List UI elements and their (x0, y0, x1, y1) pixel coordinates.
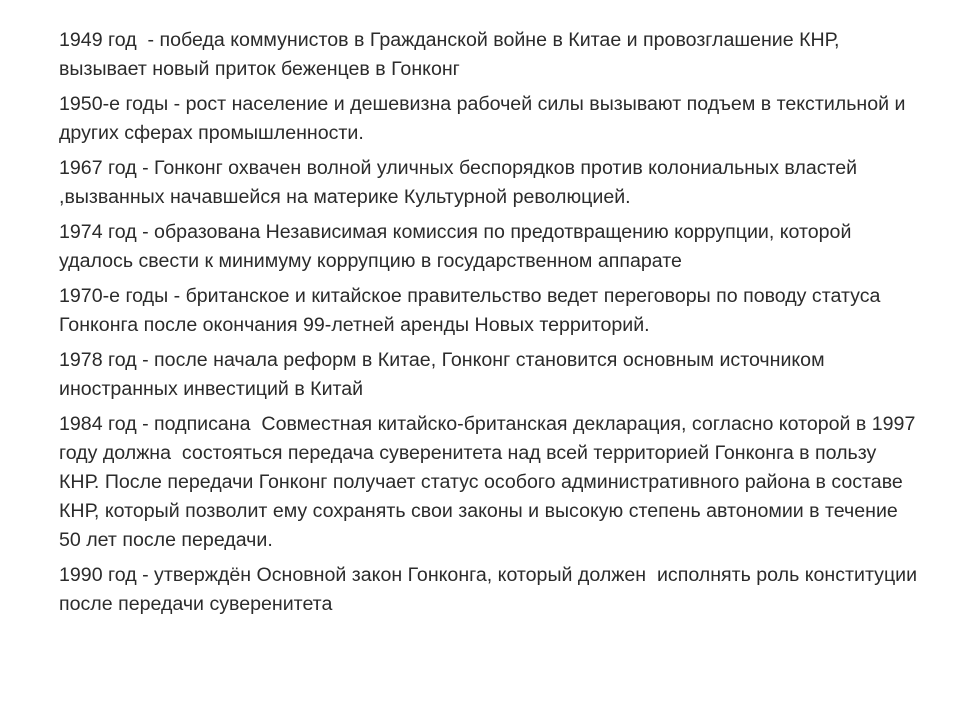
timeline-entry-1984: 1984 год - подписана Совместная китайско-британская декларация, согласно которой в 1997 году должна состояться передача суверенитета над всей территорией Гонконга в пользу КНР. После передачи Гонконг получает статус особого административного района в составе КНР, который позволит ему сохранять свои законы и высокую степень автономии в течение 50 лет после передачи. (59, 413, 921, 551)
timeline-entry-1978: 1978 год - после начала реформ в Китае, Гонконг становится основным источником иностранных инвестиций в Китай (59, 349, 831, 400)
timeline-entry-1949: 1949 год - победа коммунистов в Гражданской войне в Китае и провозглашение КНР, вызывает новый приток беженцев в Гонконг (59, 29, 845, 80)
timeline-text (59, 26, 923, 625)
timeline-entry-1950s: 1950-е годы - рост население и дешевизна рабочей силы вызывают подъем в текстильной и других сферах промышленности. (59, 93, 911, 144)
timeline-entry-1967: 1967 год - Гонконг охвачен волной уличных беспорядков против колониальных властей ,вызванных начавшейся на материке Культурной революцией. (59, 157, 863, 208)
timeline-entry-1974: 1974 год - образована Независимая комиссия по предотвращению коррупции, которой удалось свести к минимуму коррупцию в государственном аппарате (59, 221, 857, 272)
timeline-entry-1970s: 1970-е годы - британское и китайское правительство ведет переговоры по поводу статуса Гонконга после окончания 99-летней аренды Новых территорий. (59, 285, 886, 336)
timeline-entry-1990: 1990 год - утверждён Основной закон Гонконга, который должен исполнять роль конституции после передачи суверенитета (59, 564, 923, 615)
